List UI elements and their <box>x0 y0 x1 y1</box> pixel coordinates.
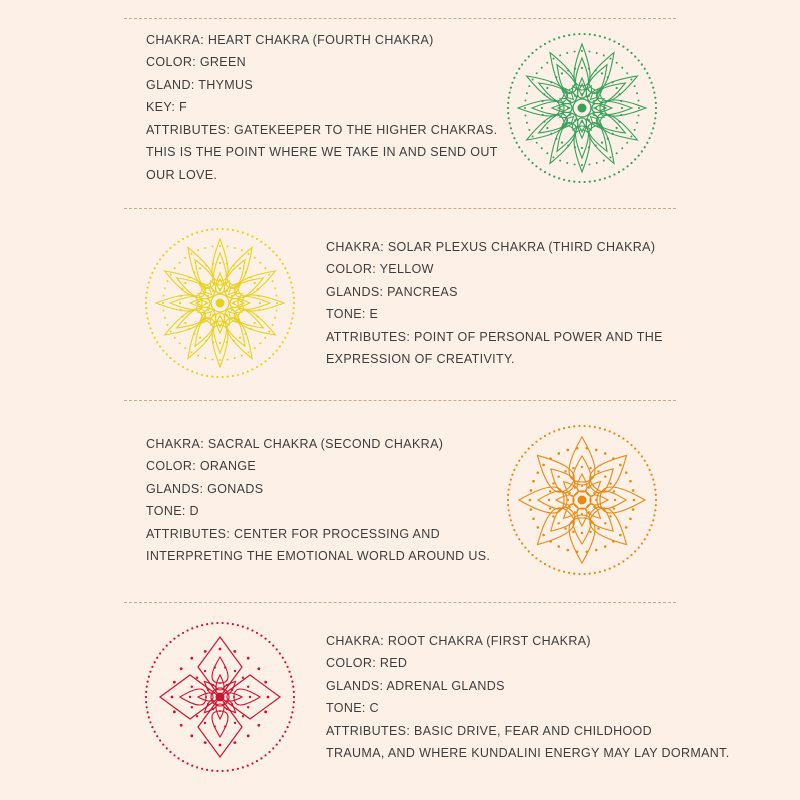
text-line: ATTRIBUTES: CENTER FOR PROCESSING AND <box>146 526 440 541</box>
solar-plexus-chakra-text <box>326 236 663 371</box>
heart-chakra-text <box>146 29 498 187</box>
solar-plexus-chakra-mandala-icon <box>140 223 300 383</box>
text-line: COLOR: ORANGE <box>146 459 257 473</box>
text-line: KEY: F <box>146 100 188 115</box>
text-line: GLANDS: GONADS <box>146 481 264 496</box>
text-line: TONE: E <box>326 307 379 321</box>
text-line: ATTRIBUTES: GATEKEEPER TO THE HIGHER CHAKRAS. <box>146 122 498 137</box>
section-divider <box>124 400 676 401</box>
section-divider <box>124 18 676 19</box>
text-line: GLANDS: PANCREAS <box>326 284 458 299</box>
section-solar-plexus-chakra <box>0 208 800 398</box>
text-line: ATTRIBUTES: POINT OF PERSONAL POWER AND THE <box>326 329 663 344</box>
text-line: THIS IS THE POINT WHERE WE TAKE IN AND SEND OUT <box>146 145 498 160</box>
mandala-svg <box>502 28 662 188</box>
section-divider <box>124 602 676 603</box>
text-line: CHAKRA: ROOT CHAKRA (FIRST CHAKRA) <box>326 633 591 648</box>
text-line: COLOR: GREEN <box>146 55 247 70</box>
mandala-svg <box>140 223 300 383</box>
text-line: COLOR: RED <box>326 656 408 670</box>
text-line: COLOR: YELLOW <box>326 262 434 276</box>
text-line: EXPRESSION OF CREATIVITY. <box>326 352 515 366</box>
text-line: OUR LOVE. <box>146 167 218 182</box>
text-line: TONE: C <box>326 701 379 715</box>
text-line: CHAKRA: HEART CHAKRA (FOURTH CHAKRA) <box>146 32 434 47</box>
text-line: GLANDS: ADRENAL GLANDS <box>326 678 505 693</box>
sacral-chakra-mandala-icon <box>502 420 662 580</box>
root-chakra-text <box>326 630 730 765</box>
section-root-chakra <box>0 602 800 792</box>
text-line: GLAND: THYMUS <box>146 77 254 92</box>
text-line: TRAUMA, AND WHERE KUNDALINI ENERGY MAY LAY DORMANT. <box>326 746 730 760</box>
text-line: CHAKRA: SACRAL CHAKRA (SECOND CHAKRA) <box>146 436 444 451</box>
mandala-svg <box>502 420 662 580</box>
mandala-svg <box>140 617 300 777</box>
text-line: ATTRIBUTES: BASIC DRIVE, FEAR AND CHILDHOOD <box>326 723 652 738</box>
heart-chakra-mandala-icon <box>502 28 662 188</box>
section-heart-chakra <box>0 10 800 205</box>
text-line: INTERPRETING THE EMOTIONAL WORLD AROUND US. <box>146 549 491 563</box>
text-line: TONE: D <box>146 504 199 518</box>
section-divider <box>124 208 676 209</box>
sacral-chakra-text <box>146 433 490 568</box>
root-chakra-mandala-icon <box>140 617 300 777</box>
text-line: CHAKRA: SOLAR PLEXUS CHAKRA (THIRD CHAKRA) <box>326 239 656 254</box>
section-sacral-chakra <box>0 400 800 600</box>
